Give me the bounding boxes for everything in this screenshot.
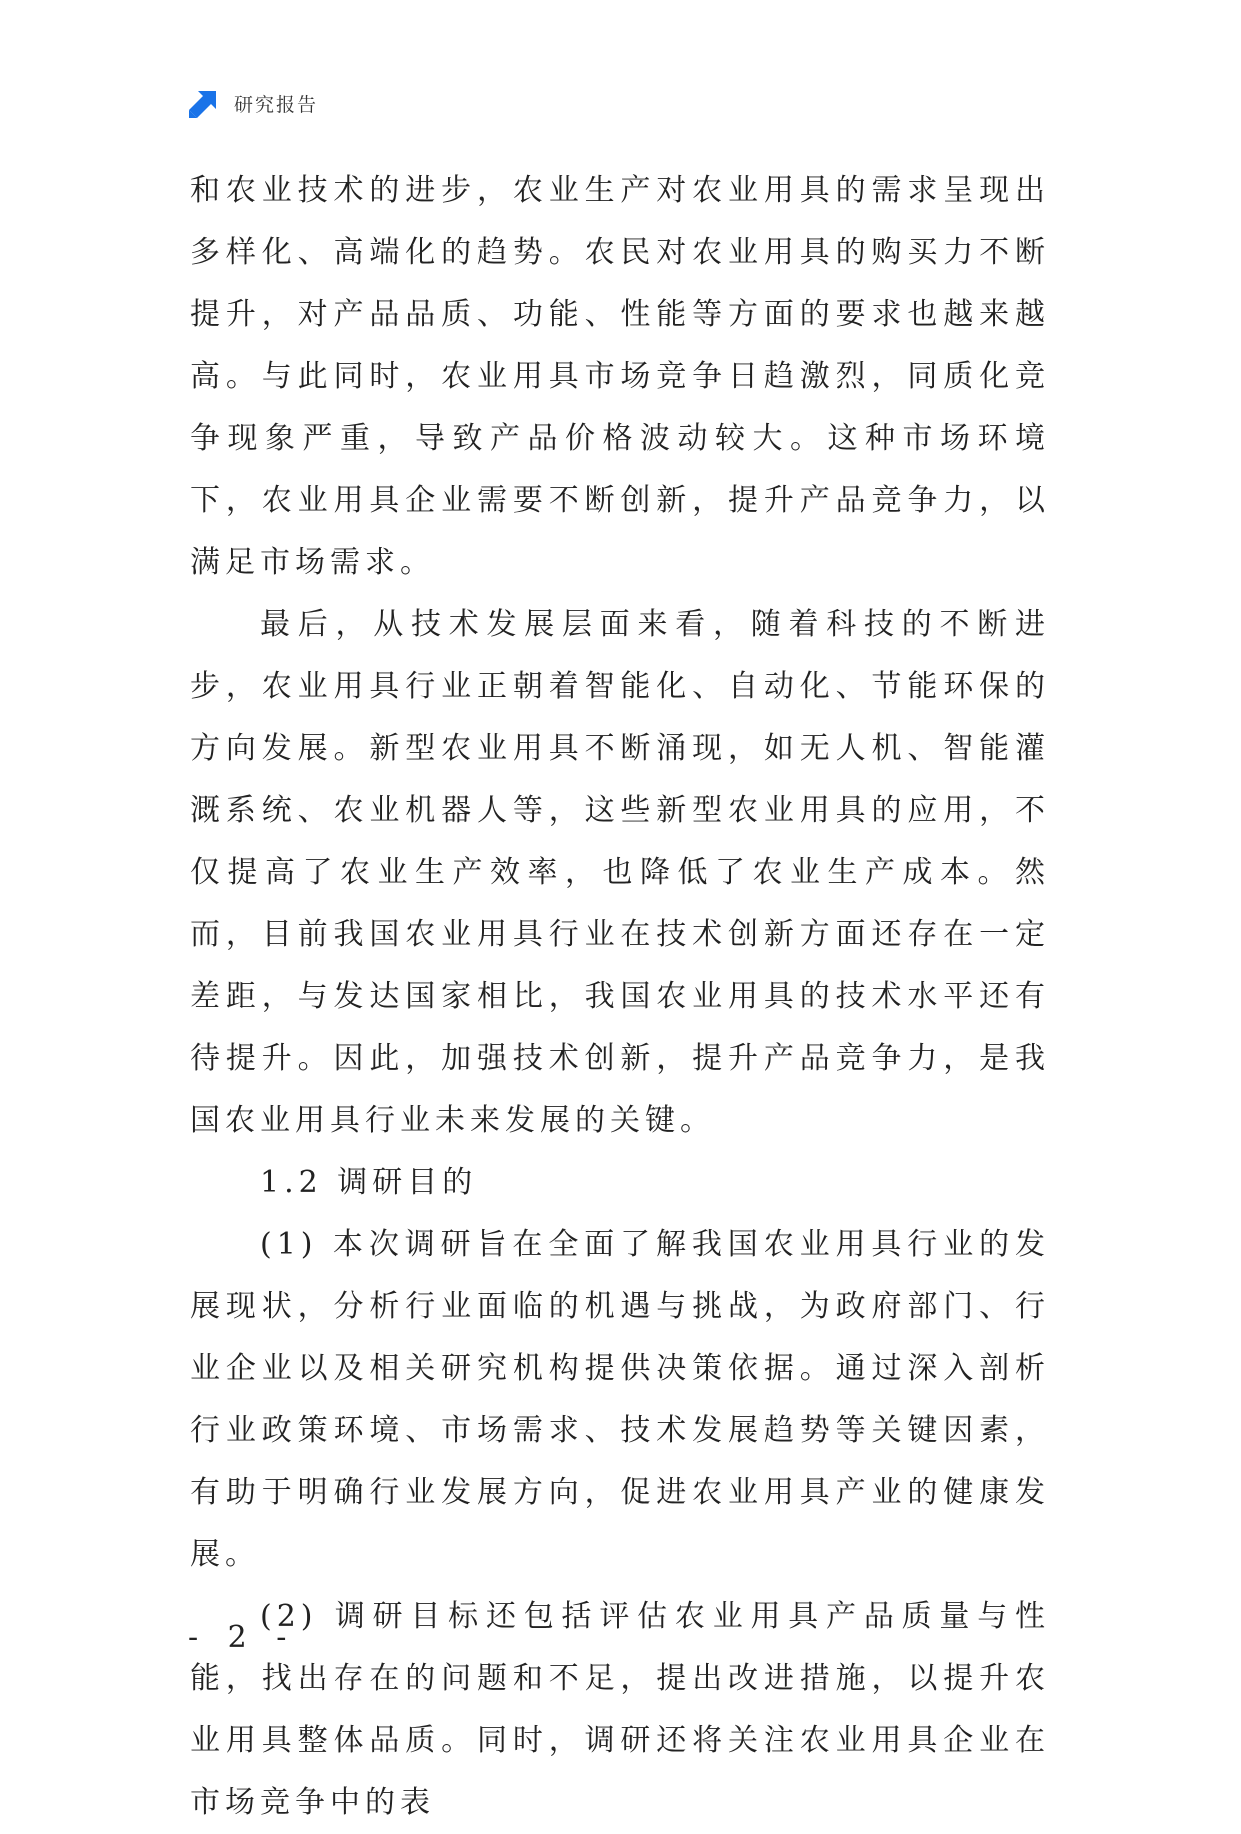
page-number: - 2 - [188, 1620, 297, 1655]
paragraph: 最后，从技术发展层面来看，随着科技的不断进步，农业用具行业正朝着智能化、自动化、节能环保的方向发展。新型农业用具不断涌现，如无人机、智能灌溉系统、农业机器人等，这些新型农业用具的应用，不仅提高了农业生产效率，也降低了农业生产成本。然而，目前我国农业用具行业在技术创新方面还存在一定差距，与发达国家相比，我国农业用具的技术水平还有待提升。因此，加强技术创新，提升产品竞争力，是我国农业用具行业未来发展的关键。 [190, 607, 1050, 1138]
section-heading: 1.2 调研目的 [260, 1165, 478, 1200]
page-header [188, 86, 318, 120]
paragraph: (1) 本次调研旨在全面了解我国农业用具行业的发展现状，分析行业面临的机遇与挑战，为政府部门、行业企业以及相关研究机构提供决策依据。通过深入剖析行业政策环境、市场需求、技术发展趋势等关键因素，有助于明确行业发展方向，促进农业用具产业的健康发展。 [190, 1227, 1050, 1572]
paragraph: 和农业技术的进步，农业生产对农业用具的需求呈现出多样化、高端化的趋势。农民对农业用具的购买力不断提升，对产品品质、功能、性能等方面的要求也越来越高。与此同时，农业用具市场竞争日趋激烈，同质化竞争现象严重，导致产品价格波动较大。这种市场环境下，农业用具企业需要不断创新，提升产品竞争力，以满足市场需求。 [190, 173, 1050, 580]
header-title: 研究报告 [234, 93, 319, 116]
arrow-up-right-icon [188, 87, 220, 119]
document-body [190, 160, 1050, 1834]
paragraph: (2) 调研目标还包括评估农业用具产品质量与性能，找出存在的问题和不足，提出改进措施，以提升农业用具整体品质。同时，调研还将关注农业用具企业在市场竞争中的表 [190, 1599, 1050, 1820]
